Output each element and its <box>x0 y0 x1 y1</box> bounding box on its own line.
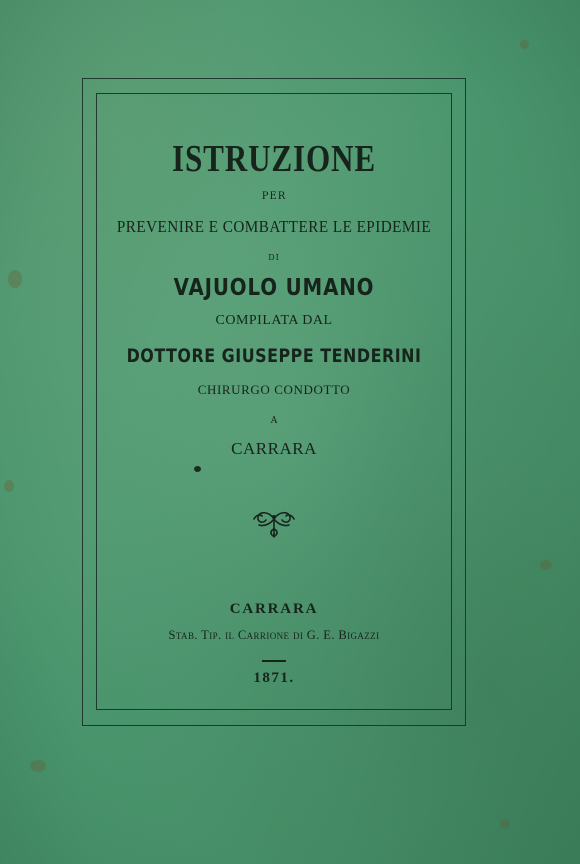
printer-name: Stab. Tip. il Carrione di G. E. Bigazzi <box>168 628 380 642</box>
floral-ornament-icon <box>251 505 297 539</box>
book-title: ISTRUZIONE <box>172 138 376 180</box>
disease-name: VAJUOLO UMANO <box>173 275 375 301</box>
publication-year: 1871. <box>253 670 295 686</box>
title-connector-per: PER <box>261 191 287 202</box>
imprint-divider <box>262 660 286 662</box>
ink-spot <box>194 466 201 472</box>
author-location: CARRARA <box>231 439 317 458</box>
author-role: CHIRURGO CONDOTTO <box>197 382 351 397</box>
paper-stain <box>4 480 14 492</box>
compiled-by-label: COMPILATA DAL <box>215 313 333 328</box>
paper-stain <box>8 270 22 288</box>
publication-place: CARRARA <box>229 601 319 617</box>
book-subtitle: PREVENIRE E COMBATTERE LE EPIDEMIE <box>116 217 432 236</box>
paper-stain <box>540 560 552 570</box>
location-connector: A <box>270 416 278 426</box>
paper-stain <box>520 40 529 49</box>
author-name: DOTTORE GIUSEPPE TENDERINI <box>126 346 422 367</box>
title-connector-di: DI <box>268 253 280 262</box>
cover-text <box>96 93 452 710</box>
paper-stain <box>500 820 510 828</box>
paper-stain <box>30 760 46 772</box>
